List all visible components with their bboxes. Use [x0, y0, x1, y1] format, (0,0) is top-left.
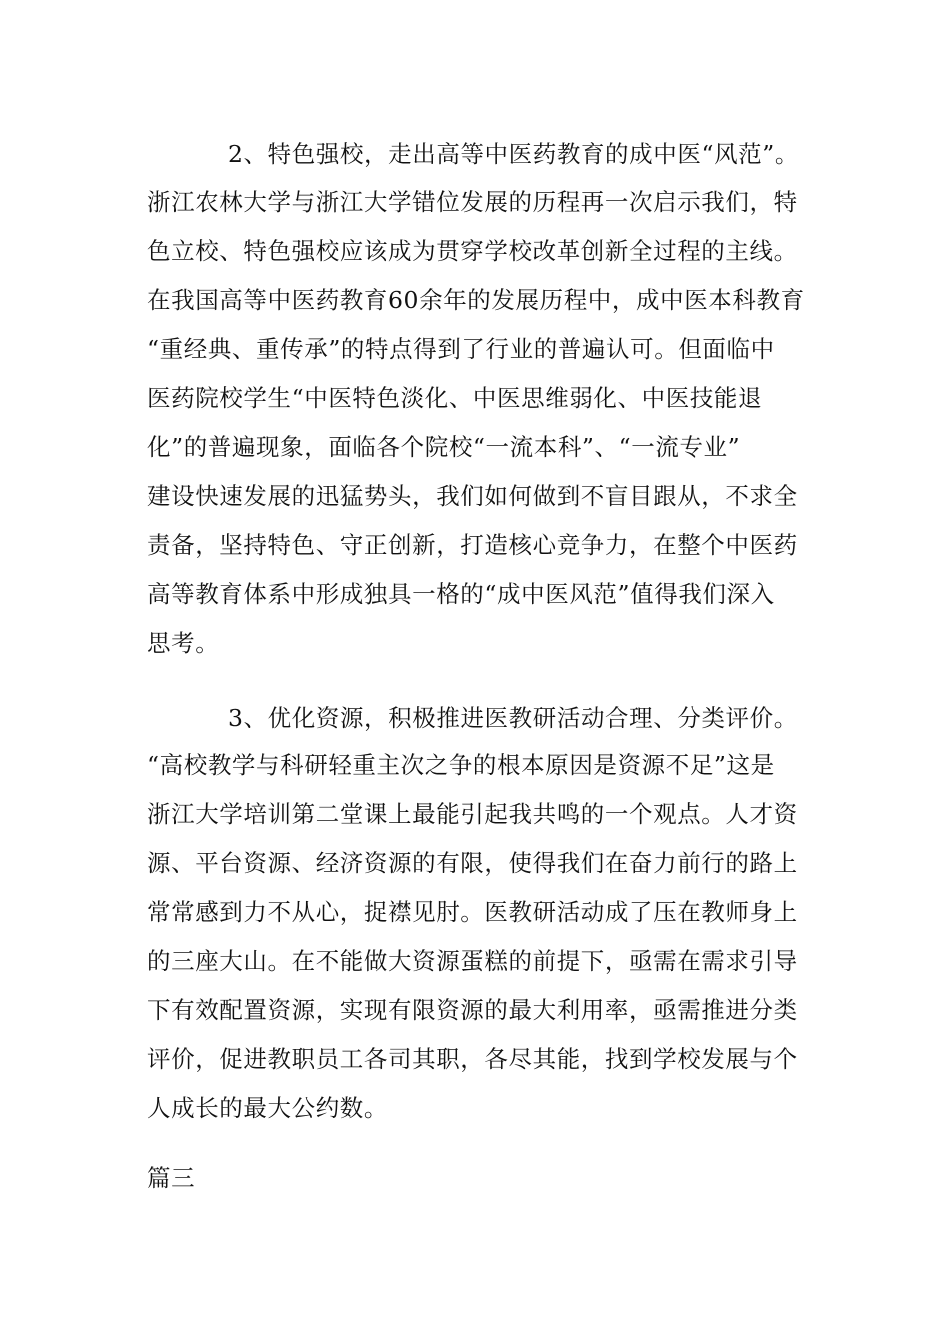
paragraph-line: 责备，坚持特色、守正创新，打造核心竞争力，在整个中医药	[147, 531, 798, 559]
paragraph-line: 人成长的最大公约数。	[147, 1094, 388, 1122]
paragraph-line: “高校教学与科研轻重主次之争的根本原因是资源不足”这是	[147, 751, 775, 779]
paragraph-line: 在我国高等中医药教育60余年的发展历程中，成中医本科教育	[147, 286, 805, 314]
paragraph-line: 色立校、特色强校应该成为贯穿学校改革创新全过程的主线。	[147, 237, 798, 265]
paragraph-line: 化”的普遍现象，面临各个院校“一流本科”、“一流专业”	[147, 433, 741, 461]
paragraph-line: 建设快速发展的迅猛势头，我们如何做到不盲目跟从，不求全	[147, 482, 798, 510]
paragraph-line: 浙江大学培训第二堂课上最能引起我共鸣的一个观点。人才资	[147, 800, 798, 828]
paragraph-line: 评价，促进教职员工各司其职，各尽其能，找到学校发展与个	[147, 1045, 798, 1073]
paragraph-line: 下有效配置资源，实现有限资源的最大利用率，亟需推进分类	[147, 996, 798, 1024]
paragraph-line: 源、平台资源、经济资源的有限，使得我们在奋力前行的路上	[147, 849, 798, 877]
paragraph-line: 高等教育体系中形成独具一格的“成中医风范”值得我们深入	[147, 580, 775, 608]
paragraph-line: 常常感到力不从心，捉襟见肘。医教研活动成了压在教师身上	[147, 898, 798, 926]
paragraph-line: 浙江农林大学与浙江大学错位发展的历程再一次启示我们，特	[147, 188, 798, 216]
paragraph-line: 思考。	[147, 629, 220, 657]
paragraph-line: 2、特色强校，走出高等中医药教育的成中医“风范”。	[228, 140, 799, 168]
section-heading: 篇三	[147, 1164, 196, 1192]
paragraph-line: 的三座大山。在不能做大资源蛋糕的前提下，亟需在需求引导	[147, 947, 798, 975]
paragraph-line: “重经典、重传承”的特点得到了行业的普遍认可。但面临中	[147, 335, 775, 363]
paragraph-line: 3、优化资源，积极推进医教研活动合理、分类评价。	[228, 704, 798, 732]
paragraph-line: 医药院校学生“中医特色淡化、中医思维弱化、中医技能退	[147, 384, 763, 412]
